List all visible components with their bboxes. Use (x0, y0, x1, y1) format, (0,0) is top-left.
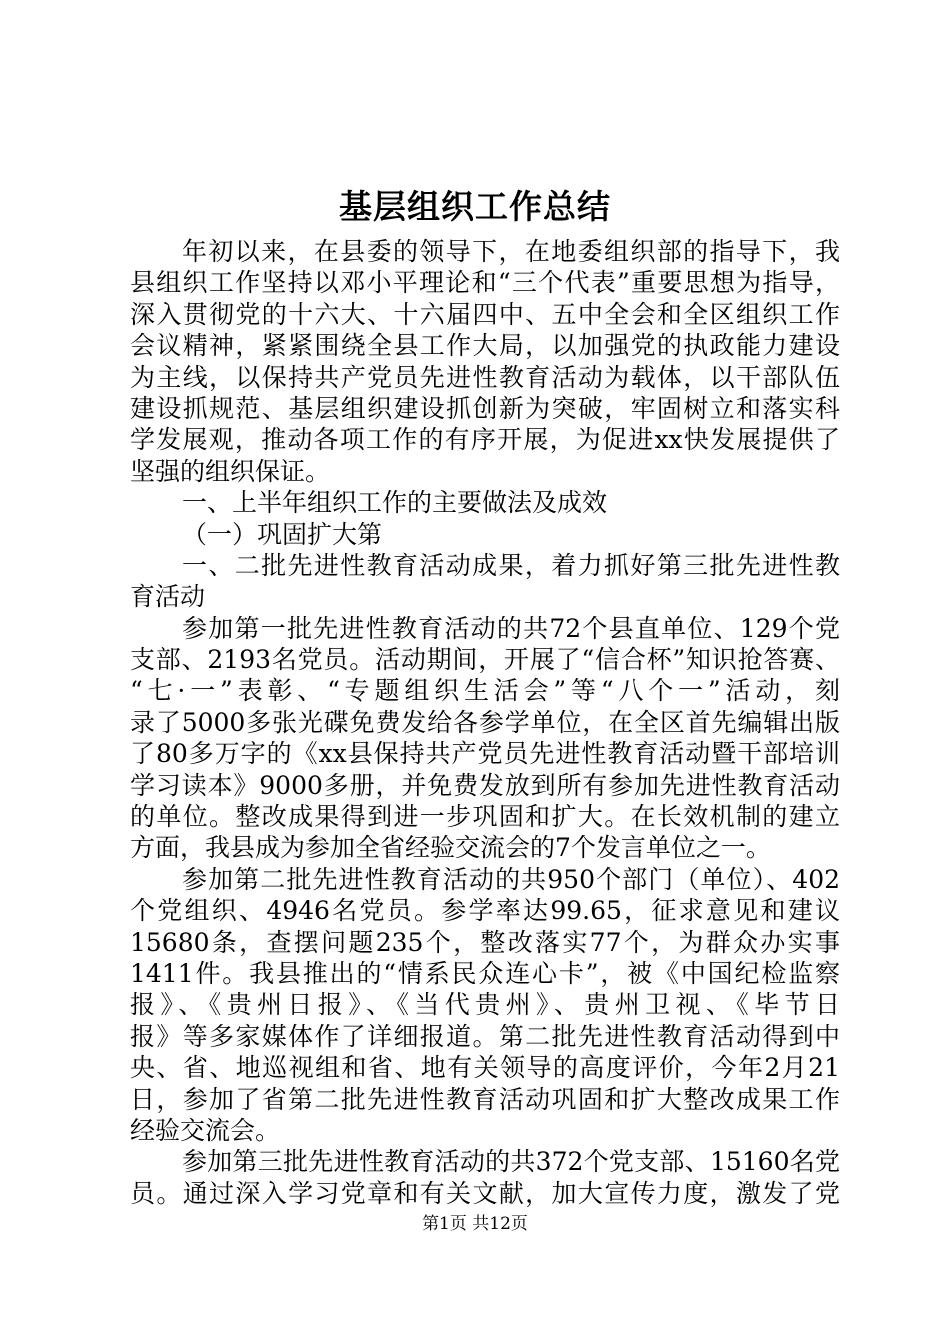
text-line: 日，参加了省第二批先进性教育活动巩固和扩大整改成果工作 (130, 1084, 840, 1114)
text-line: 央、省、地巡视组和省、地有关领导的高度评价，今年2月21 (130, 1053, 840, 1083)
text-line: 经验交流会。 (130, 1115, 281, 1145)
text-line: （一）巩固扩大第 (182, 519, 383, 549)
text-line: 县组织工作坚持以邓小平理论和“三个代表”重要思想为指导， (130, 268, 840, 298)
text-line: 报》等多家媒体作了详细报道。第二批先进性教育活动得到中 (130, 1021, 840, 1051)
text-line: 学发展观，推动各项工作的有序开展，为促进xx快发展提供了 (130, 425, 840, 455)
text-line: 一、上半年组织工作的主要做法及成效 (182, 488, 608, 518)
text-line: 为主线，以保持共产党员先进性教育活动为载体，以干部队伍 (130, 362, 840, 392)
text-line: 学习读本》9000多册，并免费发放到所有参加先进性教育活动 (130, 770, 840, 800)
document-title: 基层组织工作总结 (339, 187, 611, 226)
text-line: 深入贯彻党的十六大、十六届四中、五中全会和全区组织工作 (130, 299, 840, 329)
text-line: 参加第一批先进性教育活动的共72个县直单位、129个党 (182, 613, 840, 643)
text-line: 个党组织、4946名党员。参学率达99.65，征求意见和建议 (130, 896, 840, 926)
text-line: 的单位。整改成果得到进一步巩固和扩大。在长效机制的建立 (130, 802, 840, 832)
text-line: 录了5000多张光碟免费发给各参学单位，在全区首先编辑出版 (130, 707, 840, 737)
text-line: 员。通过深入学习党章和有关文献，加大宣传力度，激发了党 (130, 1178, 840, 1208)
text-line: 1411件。我县推出的“情系民众连心卡”，被《中国纪检监察 (130, 958, 840, 988)
text-line: 方面，我县成为参加全省经验交流会的7个发言单位之一。 (130, 833, 771, 863)
text-line: 一、二批先进性教育活动成果，着力抓好第三批先进性教 (182, 550, 840, 580)
text-line: 坚强的组织保证。 (130, 456, 331, 486)
page-number-footer: 第1页 共12页 (422, 1214, 528, 1234)
text-line: “七·一”表彰、“专题组织生活会”等“八个一”活动，刻 (130, 676, 840, 706)
document-body (130, 236, 840, 1209)
text-line: 15680条，查摆问题235个，整改落实77个，为群众办实事 (130, 927, 840, 957)
text-line: 会议精神，紧紧围绕全县工作大局，以加强党的执政能力建设 (130, 331, 840, 361)
text-line: 支部、2193名党员。活动期间，开展了“信合杯”知识抢答赛、 (130, 645, 840, 675)
text-line: 了80多万字的《xx县保持共产党员先进性教育活动暨干部培训 (130, 739, 840, 769)
text-line: 建设抓规范、基层组织建设抓创新为突破，牢固树立和落实科 (130, 393, 840, 423)
text-line: 育活动 (130, 582, 206, 612)
text-line: 年初以来，在县委的领导下，在地委组织部的指导下，我 (182, 237, 840, 266)
text-line: 参加第三批先进性教育活动的共372个党支部、15160名党 (182, 1147, 840, 1177)
text-line: 报》、《贵州日报》、《当代贵州》、贵州卫视、《毕节日 (130, 990, 840, 1020)
text-line: 参加第二批先进性教育活动的共950个部门（单位）、402 (182, 864, 840, 894)
